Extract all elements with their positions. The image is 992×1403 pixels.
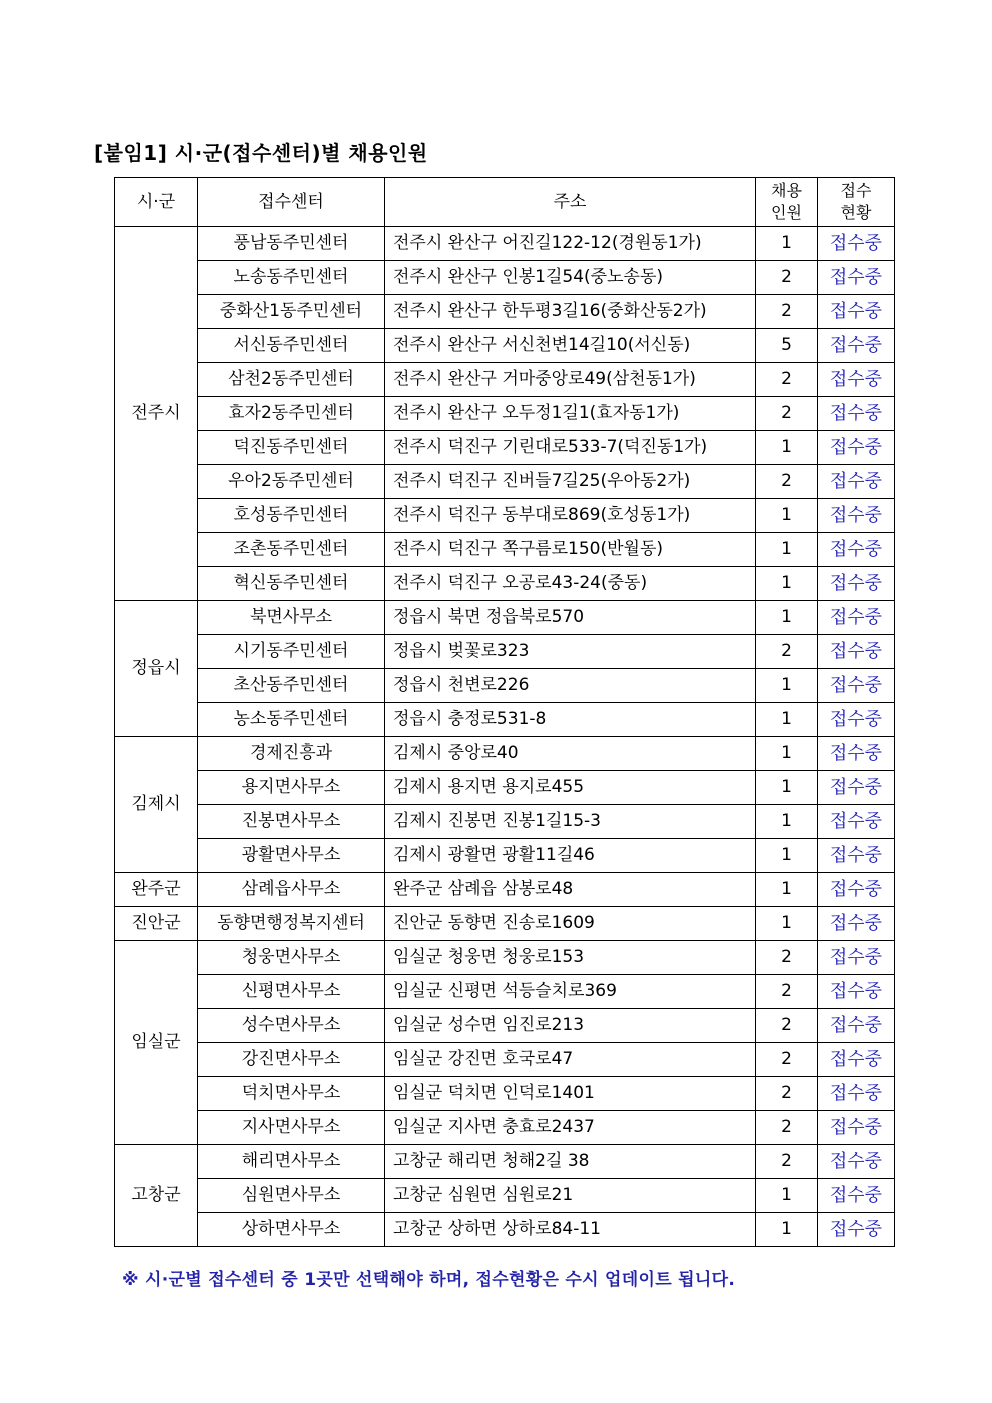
table-row — [115, 771, 895, 805]
recruitment-table — [114, 177, 895, 1247]
header-count-line1: 채용 — [771, 181, 802, 200]
status-link[interactable]: 접수중 — [818, 975, 895, 1009]
address-cell: 전주시 완산구 거마중앙로49(삼천동1가) — [385, 363, 756, 397]
table-row — [115, 839, 895, 873]
center-cell: 심원면사무소 — [198, 1179, 385, 1213]
header-status — [818, 178, 895, 227]
count-cell: 1 — [756, 805, 818, 839]
table-row — [115, 1179, 895, 1213]
table-row — [115, 1111, 895, 1145]
table-row — [115, 737, 895, 771]
status-link[interactable]: 접수중 — [818, 261, 895, 295]
address-cell: 전주시 덕진구 쪽구름로150(반월동) — [385, 533, 756, 567]
center-cell: 광활면사무소 — [198, 839, 385, 873]
table-row — [115, 805, 895, 839]
status-link[interactable]: 접수중 — [818, 1077, 895, 1111]
count-cell: 2 — [756, 975, 818, 1009]
address-cell: 정읍시 북면 정읍북로570 — [385, 601, 756, 635]
table-row — [115, 431, 895, 465]
address-cell: 임실군 강진면 호국로47 — [385, 1043, 756, 1077]
center-cell: 서신동주민센터 — [198, 329, 385, 363]
count-cell: 1 — [756, 533, 818, 567]
table-row — [115, 669, 895, 703]
table-row — [115, 397, 895, 431]
count-cell: 2 — [756, 295, 818, 329]
address-cell: 전주시 완산구 오두정1길1(효자동1가) — [385, 397, 756, 431]
table-row — [115, 1077, 895, 1111]
table-row — [115, 1145, 895, 1179]
table-row — [115, 635, 895, 669]
center-cell: 청웅면사무소 — [198, 941, 385, 975]
address-cell: 고창군 심원면 심원로21 — [385, 1179, 756, 1213]
city-cell: 고창군 — [115, 1145, 198, 1247]
count-cell: 1 — [756, 839, 818, 873]
center-cell: 용지면사무소 — [198, 771, 385, 805]
table-row — [115, 329, 895, 363]
address-cell: 김제시 진봉면 진봉1길15-3 — [385, 805, 756, 839]
address-cell: 전주시 덕진구 기린대로533-7(덕진동1가) — [385, 431, 756, 465]
count-cell: 1 — [756, 873, 818, 907]
table-row — [115, 601, 895, 635]
status-link[interactable]: 접수중 — [818, 805, 895, 839]
count-cell: 1 — [756, 1179, 818, 1213]
table-row — [115, 907, 895, 941]
center-cell: 농소동주민센터 — [198, 703, 385, 737]
count-cell: 2 — [756, 1009, 818, 1043]
table-row — [115, 295, 895, 329]
table-row — [115, 261, 895, 295]
address-cell: 임실군 신평면 석등슬치로369 — [385, 975, 756, 1009]
footnote: ※ 시·군별 접수센터 중 1곳만 선택해야 하며, 접수현황은 수시 업데이트 됩니다. — [122, 1270, 736, 1290]
count-cell: 1 — [756, 499, 818, 533]
table-row — [115, 363, 895, 397]
address-cell: 전주시 완산구 인봉1길54(중노송동) — [385, 261, 756, 295]
status-link[interactable]: 접수중 — [818, 873, 895, 907]
center-cell: 덕치면사무소 — [198, 1077, 385, 1111]
city-cell: 김제시 — [115, 737, 198, 873]
status-link[interactable]: 접수중 — [818, 1145, 895, 1179]
count-cell: 1 — [756, 567, 818, 601]
count-cell: 1 — [756, 227, 818, 261]
address-cell: 임실군 청웅면 청웅로153 — [385, 941, 756, 975]
center-cell: 시기동주민센터 — [198, 635, 385, 669]
count-cell: 2 — [756, 397, 818, 431]
table-row — [115, 465, 895, 499]
address-cell: 김제시 중앙로40 — [385, 737, 756, 771]
city-cell: 정읍시 — [115, 601, 198, 737]
count-cell: 2 — [756, 1077, 818, 1111]
status-link[interactable]: 접수중 — [818, 1111, 895, 1145]
header-count-line2: 인원 — [771, 203, 802, 222]
status-link[interactable]: 접수중 — [818, 533, 895, 567]
status-link[interactable]: 접수중 — [818, 601, 895, 635]
center-cell: 동향면행정복지센터 — [198, 907, 385, 941]
count-cell: 2 — [756, 363, 818, 397]
status-link[interactable]: 접수중 — [818, 1213, 895, 1247]
address-cell: 임실군 성수면 임진로213 — [385, 1009, 756, 1043]
count-cell: 1 — [756, 771, 818, 805]
center-cell: 진봉면사무소 — [198, 805, 385, 839]
count-cell: 1 — [756, 1213, 818, 1247]
header-status-line2: 현황 — [840, 203, 872, 222]
table-row — [115, 975, 895, 1009]
count-cell: 2 — [756, 1145, 818, 1179]
table-row — [115, 567, 895, 601]
center-cell: 효자2동주민센터 — [198, 397, 385, 431]
center-cell: 지사면사무소 — [198, 1111, 385, 1145]
center-cell: 해리면사무소 — [198, 1145, 385, 1179]
center-cell: 혁신동주민센터 — [198, 567, 385, 601]
status-link[interactable]: 접수중 — [818, 329, 895, 363]
center-cell: 삼례읍사무소 — [198, 873, 385, 907]
header-count — [756, 178, 818, 227]
address-cell: 임실군 지사면 충효로2437 — [385, 1111, 756, 1145]
header-row — [115, 178, 895, 227]
header-address: 주소 — [385, 178, 756, 227]
table-row — [115, 1213, 895, 1247]
status-link[interactable]: 접수중 — [818, 771, 895, 805]
address-cell: 전주시 완산구 어진길122-12(경원동1가) — [385, 227, 756, 261]
center-cell: 삼천2동주민센터 — [198, 363, 385, 397]
center-cell: 조촌동주민센터 — [198, 533, 385, 567]
status-link[interactable]: 접수중 — [818, 703, 895, 737]
table-row — [115, 1043, 895, 1077]
status-link[interactable]: 접수중 — [818, 1009, 895, 1043]
count-cell: 1 — [756, 703, 818, 737]
status-link[interactable]: 접수중 — [818, 1179, 895, 1213]
address-cell: 전주시 완산구 한두평3길16(중화산동2가) — [385, 295, 756, 329]
header-center: 접수센터 — [198, 178, 385, 227]
table-row — [115, 1009, 895, 1043]
address-cell: 정읍시 천변로226 — [385, 669, 756, 703]
count-cell: 2 — [756, 1043, 818, 1077]
count-cell: 1 — [756, 669, 818, 703]
table-row — [115, 227, 895, 261]
center-cell: 우아2동주민센터 — [198, 465, 385, 499]
address-cell: 김제시 용지면 용지로455 — [385, 771, 756, 805]
center-cell: 초산동주민센터 — [198, 669, 385, 703]
count-cell: 2 — [756, 941, 818, 975]
address-cell: 정읍시 충정로531-8 — [385, 703, 756, 737]
center-cell: 노송동주민센터 — [198, 261, 385, 295]
center-cell: 덕진동주민센터 — [198, 431, 385, 465]
center-cell: 호성동주민센터 — [198, 499, 385, 533]
address-cell: 김제시 광활면 광활11길46 — [385, 839, 756, 873]
status-link[interactable]: 접수중 — [818, 635, 895, 669]
center-cell: 강진면사무소 — [198, 1043, 385, 1077]
table-row — [115, 873, 895, 907]
address-cell: 고창군 상하면 상하로84-11 — [385, 1213, 756, 1247]
count-cell: 2 — [756, 635, 818, 669]
status-link[interactable]: 접수중 — [818, 941, 895, 975]
city-cell: 임실군 — [115, 941, 198, 1145]
count-cell: 1 — [756, 737, 818, 771]
count-cell: 2 — [756, 465, 818, 499]
address-cell: 전주시 덕진구 동부대로869(호성동1가) — [385, 499, 756, 533]
status-link[interactable]: 접수중 — [818, 907, 895, 941]
city-cell: 전주시 — [115, 227, 198, 601]
address-cell: 전주시 덕진구 진버들7길25(우아동2가) — [385, 465, 756, 499]
address-cell: 고창군 해리면 청해2길 38 — [385, 1145, 756, 1179]
center-cell: 중화산1동주민센터 — [198, 295, 385, 329]
table-row — [115, 703, 895, 737]
address-cell: 전주시 덕진구 오공로43-24(중동) — [385, 567, 756, 601]
address-cell: 진안군 동향면 진송로1609 — [385, 907, 756, 941]
status-link[interactable]: 접수중 — [818, 669, 895, 703]
count-cell: 1 — [756, 431, 818, 465]
count-cell: 2 — [756, 1111, 818, 1145]
center-cell: 북면사무소 — [198, 601, 385, 635]
status-link[interactable]: 접수중 — [818, 839, 895, 873]
address-cell: 임실군 덕치면 인덕로1401 — [385, 1077, 756, 1111]
status-link[interactable]: 접수중 — [818, 295, 895, 329]
status-link[interactable]: 접수중 — [818, 1043, 895, 1077]
table-row — [115, 941, 895, 975]
center-cell: 경제진흥과 — [198, 737, 385, 771]
count-cell: 5 — [756, 329, 818, 363]
address-cell: 완주군 삼례읍 삼봉로48 — [385, 873, 756, 907]
status-link[interactable]: 접수중 — [818, 567, 895, 601]
center-cell: 신평면사무소 — [198, 975, 385, 1009]
status-link[interactable]: 접수중 — [818, 737, 895, 771]
header-city: 시·군 — [115, 178, 198, 227]
status-link[interactable]: 접수중 — [818, 499, 895, 533]
count-cell: 1 — [756, 601, 818, 635]
table-header — [115, 178, 895, 227]
status-link[interactable]: 접수중 — [818, 431, 895, 465]
status-link[interactable]: 접수중 — [818, 397, 895, 431]
count-cell: 1 — [756, 907, 818, 941]
table-body — [115, 227, 895, 1247]
document-title: [붙임1] 시·군(접수센터)별 채용인원 — [94, 141, 428, 165]
city-cell: 진안군 — [115, 907, 198, 941]
table-row — [115, 499, 895, 533]
status-link[interactable]: 접수중 — [818, 363, 895, 397]
status-link[interactable]: 접수중 — [818, 465, 895, 499]
center-cell: 풍남동주민센터 — [198, 227, 385, 261]
center-cell: 성수면사무소 — [198, 1009, 385, 1043]
status-link[interactable]: 접수중 — [818, 227, 895, 261]
table-row — [115, 533, 895, 567]
count-cell: 2 — [756, 261, 818, 295]
address-cell: 정읍시 벚꽃로323 — [385, 635, 756, 669]
center-cell: 상하면사무소 — [198, 1213, 385, 1247]
address-cell: 전주시 완산구 서신천변14길10(서신동) — [385, 329, 756, 363]
city-cell: 완주군 — [115, 873, 198, 907]
header-status-line1: 접수 — [840, 181, 872, 200]
